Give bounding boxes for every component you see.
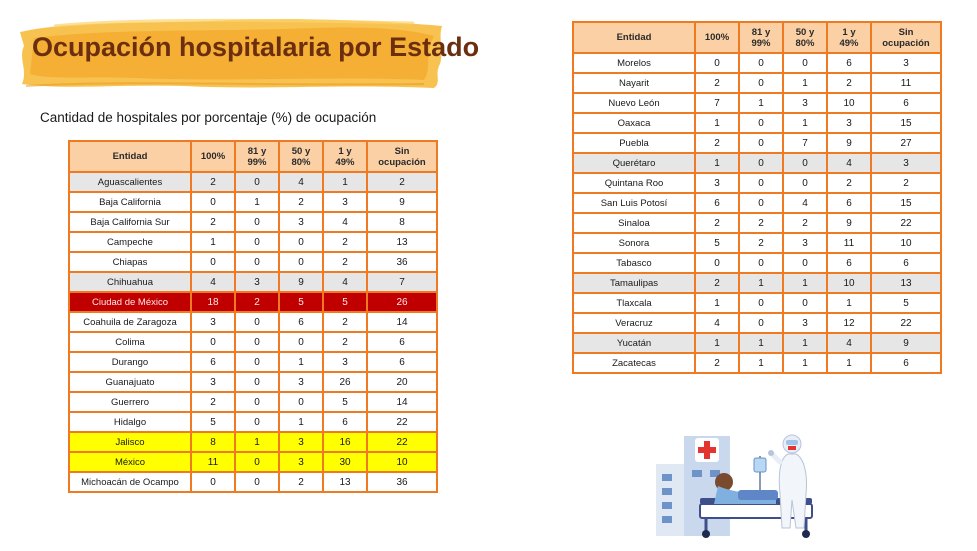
cell-sin-ocupacion: 22 (367, 412, 437, 432)
cell-sin-ocupacion: 22 (871, 313, 941, 333)
cell-81-99: 0 (235, 392, 279, 412)
table-row (573, 73, 941, 93)
cell-sin-ocupacion: 15 (871, 193, 941, 213)
cell-81-99: 0 (235, 412, 279, 432)
cell-81-99: 0 (235, 212, 279, 232)
table-row (69, 232, 437, 252)
cell-entidad: Yucatán (573, 333, 695, 353)
table-row (69, 372, 437, 392)
cell-1-49: 13 (323, 472, 367, 492)
table-row (573, 133, 941, 153)
cell-sin-ocupacion: 6 (367, 332, 437, 352)
header-81-99: 81 y 99% (235, 141, 279, 172)
cell-81-99: 0 (235, 332, 279, 352)
cell-81-99: 0 (235, 252, 279, 272)
header-50-80: 50 y 80% (279, 141, 323, 172)
cell-81-99: 0 (235, 232, 279, 252)
cell-81-99: 2 (739, 213, 783, 233)
cell-sin-ocupacion: 3 (871, 153, 941, 173)
cell-1-49: 2 (323, 232, 367, 252)
table-row (573, 273, 941, 293)
cell-81-99: 0 (739, 193, 783, 213)
cell-81-99: 1 (739, 333, 783, 353)
cell-entidad: Baja California (69, 192, 191, 212)
cell-entidad: Sinaloa (573, 213, 695, 233)
cell-81-99: 1 (235, 432, 279, 452)
table-row (573, 193, 941, 213)
cell-81-99: 0 (739, 313, 783, 333)
cell-50-80: 0 (783, 253, 827, 273)
cell-50-80: 5 (279, 292, 323, 312)
cell-sin-ocupacion: 13 (871, 273, 941, 293)
cell-1-49: 4 (827, 153, 871, 173)
cell-entidad: Nuevo León (573, 93, 695, 113)
cell-sin-ocupacion: 10 (871, 233, 941, 253)
table-row (573, 253, 941, 273)
table-header-row (573, 22, 941, 53)
cell-100: 2 (191, 212, 235, 232)
cell-sin-ocupacion: 7 (367, 272, 437, 292)
cell-100: 0 (695, 53, 739, 73)
cell-50-80: 0 (279, 392, 323, 412)
cell-1-49: 5 (323, 392, 367, 412)
header-sin-ocupacion: Sin ocupación (367, 141, 437, 172)
cell-entidad: Campeche (69, 232, 191, 252)
cell-1-49: 2 (827, 73, 871, 93)
cell-sin-ocupacion: 3 (871, 53, 941, 73)
cell-81-99: 2 (235, 292, 279, 312)
cell-50-80: 3 (783, 313, 827, 333)
cell-entidad: Durango (69, 352, 191, 372)
cell-50-80: 0 (279, 252, 323, 272)
cell-1-49: 6 (827, 193, 871, 213)
cell-1-49: 10 (827, 273, 871, 293)
cell-entidad: México (69, 452, 191, 472)
cell-100: 8 (191, 432, 235, 452)
cell-entidad: Veracruz (573, 313, 695, 333)
cell-100: 1 (695, 113, 739, 133)
cell-entidad: Oaxaca (573, 113, 695, 133)
cell-100: 2 (695, 73, 739, 93)
cell-100: 6 (191, 352, 235, 372)
cell-sin-ocupacion: 15 (871, 113, 941, 133)
cell-100: 2 (191, 392, 235, 412)
table-row (69, 212, 437, 232)
cell-81-99: 1 (235, 192, 279, 212)
cell-sin-ocupacion: 11 (871, 73, 941, 93)
table-row (573, 113, 941, 133)
table-row (69, 252, 437, 272)
cell-entidad: Colima (69, 332, 191, 352)
occupancy-table-left (68, 140, 438, 493)
cell-50-80: 0 (783, 173, 827, 193)
cell-100: 3 (695, 173, 739, 193)
cell-81-99: 1 (739, 93, 783, 113)
table-row (69, 192, 437, 212)
occupancy-table-right (572, 21, 942, 374)
cell-sin-ocupacion: 2 (367, 172, 437, 192)
cell-sin-ocupacion: 36 (367, 252, 437, 272)
table-row (69, 452, 437, 472)
cell-sin-ocupacion: 6 (871, 353, 941, 373)
table-row (573, 213, 941, 233)
cell-1-49: 6 (827, 253, 871, 273)
header-50-80: 50 y 80% (783, 22, 827, 53)
cell-100: 0 (191, 472, 235, 492)
cell-sin-ocupacion: 6 (871, 253, 941, 273)
cell-1-49: 6 (323, 412, 367, 432)
cell-100: 1 (695, 293, 739, 313)
cell-100: 2 (695, 213, 739, 233)
cell-sin-ocupacion: 22 (367, 432, 437, 452)
cell-100: 2 (191, 172, 235, 192)
table-row (573, 173, 941, 193)
cell-50-80: 1 (783, 73, 827, 93)
cell-50-80: 2 (783, 213, 827, 233)
cell-entidad: Quintana Roo (573, 173, 695, 193)
cell-50-80: 0 (279, 232, 323, 252)
cell-entidad: Sonora (573, 233, 695, 253)
header-100: 100% (191, 141, 235, 172)
cell-100: 1 (695, 153, 739, 173)
table-row (573, 233, 941, 253)
cell-1-49: 2 (323, 332, 367, 352)
table-row (69, 472, 437, 492)
cell-sin-ocupacion: 6 (871, 93, 941, 113)
cell-entidad: Guanajuato (69, 372, 191, 392)
cell-100: 0 (191, 192, 235, 212)
cell-entidad: Hidalgo (69, 412, 191, 432)
table-row (69, 412, 437, 432)
cell-50-80: 0 (783, 53, 827, 73)
cell-sin-ocupacion: 13 (367, 232, 437, 252)
page-subtitle: Cantidad de hospitales por porcentaje (%) de ocupación (40, 110, 377, 125)
cell-1-49: 1 (827, 293, 871, 313)
table-row (69, 312, 437, 332)
cell-81-99: 0 (235, 172, 279, 192)
cell-1-49: 26 (323, 372, 367, 392)
table-row (69, 172, 437, 192)
cell-81-99: 0 (739, 53, 783, 73)
cell-81-99: 1 (739, 273, 783, 293)
table-row (69, 292, 437, 312)
cell-100: 18 (191, 292, 235, 312)
cell-1-49: 1 (827, 353, 871, 373)
cell-50-80: 9 (279, 272, 323, 292)
cell-entidad: Michoacán de Ocampo (69, 472, 191, 492)
cell-sin-ocupacion: 2 (871, 173, 941, 193)
cell-81-99: 0 (235, 312, 279, 332)
cell-entidad: Zacatecas (573, 353, 695, 373)
table-body-right (573, 53, 941, 373)
cell-1-49: 11 (827, 233, 871, 253)
table-row (573, 313, 941, 333)
cell-1-49: 4 (323, 272, 367, 292)
page-title: Ocupación hospitalaria por Estado (32, 32, 480, 62)
cell-50-80: 3 (279, 212, 323, 232)
cell-81-99: 0 (739, 293, 783, 313)
header-1-49: 1 y 49% (827, 22, 871, 53)
cell-1-49: 16 (323, 432, 367, 452)
cell-50-80: 1 (279, 412, 323, 432)
cell-entidad: Baja California Sur (69, 212, 191, 232)
header-1-49: 1 y 49% (323, 141, 367, 172)
cell-50-80: 3 (783, 233, 827, 253)
table-row (573, 93, 941, 113)
table-row (69, 352, 437, 372)
cell-100: 4 (191, 272, 235, 292)
cell-100: 7 (695, 93, 739, 113)
cell-sin-ocupacion: 20 (367, 372, 437, 392)
header-entidad: Entidad (573, 22, 695, 53)
cell-1-49: 1 (323, 172, 367, 192)
cell-1-49: 2 (323, 252, 367, 272)
cell-entidad: Nayarit (573, 73, 695, 93)
cell-100: 11 (191, 452, 235, 472)
cell-81-99: 0 (235, 472, 279, 492)
cell-50-80: 4 (279, 172, 323, 192)
cell-100: 1 (191, 232, 235, 252)
cell-sin-ocupacion: 36 (367, 472, 437, 492)
cell-81-99: 2 (739, 233, 783, 253)
cell-100: 2 (695, 133, 739, 153)
cell-100: 2 (695, 353, 739, 373)
cell-1-49: 30 (323, 452, 367, 472)
cell-1-49: 9 (827, 133, 871, 153)
cell-50-80: 1 (783, 353, 827, 373)
cell-50-80: 1 (783, 333, 827, 353)
header-entidad: Entidad (69, 141, 191, 172)
cell-50-80: 3 (279, 372, 323, 392)
cell-81-99: 0 (739, 153, 783, 173)
cell-50-80: 0 (783, 153, 827, 173)
cell-50-80: 3 (279, 432, 323, 452)
cell-100: 6 (695, 193, 739, 213)
cell-1-49: 4 (323, 212, 367, 232)
cell-1-49: 4 (827, 333, 871, 353)
cell-50-80: 3 (279, 452, 323, 472)
table-body-left (69, 172, 437, 492)
hospital-patient-doctor-illustration (648, 424, 830, 540)
cell-50-80: 4 (783, 193, 827, 213)
cell-entidad: Guerrero (69, 392, 191, 412)
cell-entidad: Chihuahua (69, 272, 191, 292)
cell-entidad: Chiapas (69, 252, 191, 272)
cell-sin-ocupacion: 6 (367, 352, 437, 372)
cell-1-49: 3 (827, 113, 871, 133)
cell-sin-ocupacion: 10 (367, 452, 437, 472)
cell-81-99: 0 (739, 133, 783, 153)
cell-1-49: 5 (323, 292, 367, 312)
cell-81-99: 0 (739, 173, 783, 193)
cell-entidad: Morelos (573, 53, 695, 73)
cell-100: 5 (695, 233, 739, 253)
cell-50-80: 1 (783, 273, 827, 293)
cell-50-80: 0 (279, 332, 323, 352)
cell-sin-ocupacion: 14 (367, 312, 437, 332)
cell-81-99: 0 (739, 253, 783, 273)
cell-100: 2 (695, 273, 739, 293)
cell-entidad: Tlaxcala (573, 293, 695, 313)
cell-50-80: 2 (279, 472, 323, 492)
cell-100: 0 (191, 252, 235, 272)
cell-100: 3 (191, 312, 235, 332)
cell-1-49: 6 (827, 53, 871, 73)
cell-1-49: 3 (323, 352, 367, 372)
cell-entidad: Coahuila de Zaragoza (69, 312, 191, 332)
table-header-row (69, 141, 437, 172)
table-row (69, 392, 437, 412)
header-100: 100% (695, 22, 739, 53)
cell-81-99: 0 (739, 113, 783, 133)
cell-sin-ocupacion: 14 (367, 392, 437, 412)
cell-sin-ocupacion: 8 (367, 212, 437, 232)
table-row (573, 333, 941, 353)
cell-81-99: 0 (739, 73, 783, 93)
table-row (573, 153, 941, 173)
cell-1-49: 12 (827, 313, 871, 333)
cell-entidad: Puebla (573, 133, 695, 153)
cell-50-80: 1 (279, 352, 323, 372)
cell-50-80: 6 (279, 312, 323, 332)
cell-1-49: 10 (827, 93, 871, 113)
cell-100: 4 (695, 313, 739, 333)
header-81-99: 81 y 99% (739, 22, 783, 53)
cell-100: 0 (695, 253, 739, 273)
cell-50-80: 1 (783, 113, 827, 133)
table-row (573, 353, 941, 373)
cell-100: 1 (695, 333, 739, 353)
cell-1-49: 3 (323, 192, 367, 212)
cell-entidad: Querétaro (573, 153, 695, 173)
cell-50-80: 7 (783, 133, 827, 153)
cell-sin-ocupacion: 5 (871, 293, 941, 313)
table-row (69, 332, 437, 352)
table-row (573, 293, 941, 313)
cell-entidad: Ciudad de México (69, 292, 191, 312)
cell-entidad: Tabasco (573, 253, 695, 273)
cell-81-99: 1 (739, 353, 783, 373)
cell-100: 5 (191, 412, 235, 432)
header-sin-ocupacion: Sin ocupación (871, 22, 941, 53)
cell-sin-ocupacion: 9 (367, 192, 437, 212)
cell-entidad: Tamaulipas (573, 273, 695, 293)
cell-1-49: 9 (827, 213, 871, 233)
cell-100: 0 (191, 332, 235, 352)
cell-50-80: 3 (783, 93, 827, 113)
cell-50-80: 2 (279, 192, 323, 212)
table-row (69, 272, 437, 292)
cell-81-99: 0 (235, 452, 279, 472)
table-row (573, 53, 941, 73)
cell-50-80: 0 (783, 293, 827, 313)
cell-entidad: San Luis Potosí (573, 193, 695, 213)
cell-1-49: 2 (323, 312, 367, 332)
cell-81-99: 3 (235, 272, 279, 292)
cell-sin-ocupacion: 22 (871, 213, 941, 233)
cell-entidad: Jalisco (69, 432, 191, 452)
cell-1-49: 2 (827, 173, 871, 193)
table-row (69, 432, 437, 452)
cell-81-99: 0 (235, 372, 279, 392)
cell-100: 3 (191, 372, 235, 392)
cell-sin-ocupacion: 26 (367, 292, 437, 312)
cell-sin-ocupacion: 27 (871, 133, 941, 153)
cell-81-99: 0 (235, 352, 279, 372)
cell-sin-ocupacion: 9 (871, 333, 941, 353)
cell-entidad: Aguascalientes (69, 172, 191, 192)
